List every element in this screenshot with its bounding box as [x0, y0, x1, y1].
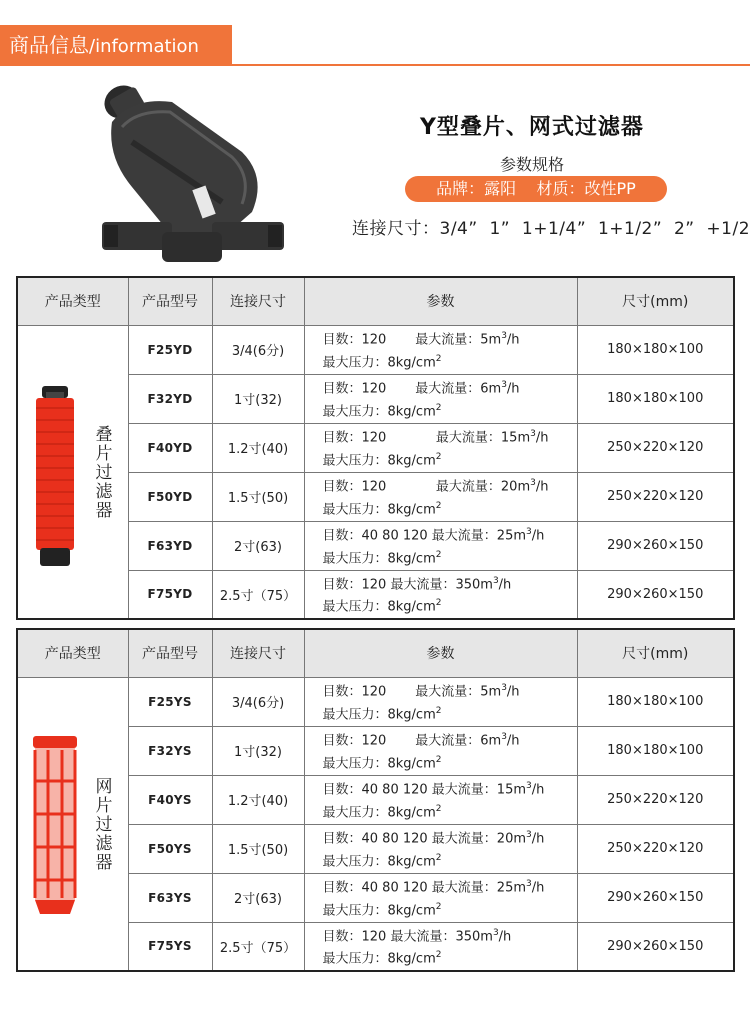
product-type-cell: [17, 677, 128, 971]
dimensions-cell: 290×260×150: [577, 521, 734, 570]
model-cell: F40YD: [128, 423, 212, 472]
col-header-dimensions: 尺寸(mm): [577, 277, 734, 325]
dimensions-cell: 180×180×100: [577, 325, 734, 374]
brand-material-badge: 品牌：露阳 材质：改性PP: [405, 176, 667, 202]
pressure-text: 最大压力：8kg/cm: [322, 706, 436, 722]
col-header-connection: 连接尺寸: [212, 629, 304, 677]
mesh-flow-text: 目数：120 最大流量：350m: [322, 577, 493, 593]
dimensions-cell: 290×260×150: [577, 570, 734, 619]
mesh-filter-table: [16, 628, 735, 972]
dimensions-cell: 250×220×120: [577, 824, 734, 873]
mesh-flow-text: 目数：120 最大流量：6m: [322, 733, 502, 749]
connection-cell: 1.2寸(40): [212, 775, 304, 824]
model-cell: F50YD: [128, 472, 212, 521]
model-cell: F25YD: [128, 325, 212, 374]
connection-cell: 2.5寸（75）: [212, 570, 304, 619]
model-cell: F63YD: [128, 521, 212, 570]
pressure-text: 最大压力：8kg/cm: [322, 550, 436, 566]
y-filter-product-image: [92, 82, 292, 272]
dimensions-cell: 180×180×100: [577, 677, 734, 726]
product-title: Y型叠片、网式过滤器: [420, 115, 644, 140]
dimensions-cell: 250×220×120: [577, 472, 734, 521]
mesh-flow-text: 目数：40 80 120 最大流量：25m: [322, 528, 526, 544]
type-char: 叠: [95, 424, 113, 445]
section-tab-en: /information: [89, 36, 199, 57]
mesh-flow-text: 目数：40 80 120 最大流量：15m: [322, 782, 526, 798]
model-cell: F50YS: [128, 824, 212, 873]
params-cell: 目数：120 最大流量：$6m^3/h$ 最大压力：$8kg/cm^2$: [304, 726, 577, 775]
col-header-connection: 连接尺寸: [212, 277, 304, 325]
model-cell: F25YS: [128, 677, 212, 726]
type-char: 片: [95, 795, 113, 816]
pressure-text: 最大压力：8kg/cm: [322, 452, 436, 468]
connection-sizes: 连接尺寸：3/4” 1” 1+1/4” 1+1/2” 2” +1/2: [352, 219, 750, 239]
col-header-params: 参数: [304, 629, 577, 677]
pressure-text: 最大压力：8kg/cm: [322, 501, 436, 517]
model-cell: F32YD: [128, 374, 212, 423]
product-type-label: [94, 426, 114, 521]
mesh-flow-text: 目数：40 80 120 最大流量：20m: [322, 831, 526, 847]
type-char: 过: [95, 462, 113, 483]
section-tab-cn: 商品信息: [9, 33, 89, 57]
connection-cell: 1寸(32): [212, 726, 304, 775]
connection-cell: 3/4(6分): [212, 677, 304, 726]
type-char: 网: [95, 776, 113, 797]
col-header-model: 产品型号: [128, 277, 212, 325]
params-cell: 目数：120 最大流量：$5m^3/h$ 最大压力：$8kg/cm^2$: [304, 677, 577, 726]
pressure-text: 最大压力：8kg/cm: [322, 599, 436, 615]
type-char: 片: [95, 443, 113, 464]
pressure-text: 最大压力：8kg/cm: [322, 853, 436, 869]
type-char: 器: [95, 852, 113, 873]
dimensions-cell: 180×180×100: [577, 726, 734, 775]
product-type-cell: [17, 325, 128, 619]
mesh-filter-image: [30, 736, 80, 914]
mesh-flow-text: 目数：120 最大流量：350m: [322, 929, 493, 945]
connection-cell: 2寸(63): [212, 873, 304, 922]
table-header-row: [17, 629, 734, 677]
model-cell: F63YS: [128, 873, 212, 922]
params-cell: 目数：40 80 120 最大流量：$25m^3/h$ 最大压力：$8kg/cm^2$: [304, 873, 577, 922]
model-cell: F75YD: [128, 570, 212, 619]
model-cell: F75YS: [128, 922, 212, 971]
connection-cell: 1.5寸(50): [212, 824, 304, 873]
table-header-row: [17, 277, 734, 325]
dimensions-cell: 250×220×120: [577, 423, 734, 472]
mesh-flow-text: 目数：120 最大流量：20m: [322, 479, 531, 495]
dimensions-cell: 290×260×150: [577, 922, 734, 971]
mesh-flow-text: 目数：120 最大流量：5m: [322, 332, 502, 348]
product-type-label: [94, 778, 114, 873]
pressure-text: 最大压力：8kg/cm: [322, 403, 436, 419]
spec-label: 参数规格: [500, 155, 565, 174]
col-header-model: 产品型号: [128, 629, 212, 677]
dimensions-cell: 290×260×150: [577, 873, 734, 922]
connection-cell: 1.5寸(50): [212, 472, 304, 521]
pressure-text: 最大压力：8kg/cm: [322, 804, 436, 820]
col-header-type: 产品类型: [17, 277, 128, 325]
params-cell: 目数：120 最大流量：$20m^3/h$ 最大压力：$8kg/cm^2$: [304, 472, 577, 521]
pressure-text: 最大压力：8kg/cm: [322, 902, 436, 918]
table-row: [17, 677, 734, 726]
dimensions-cell: 180×180×100: [577, 374, 734, 423]
model-cell: F40YS: [128, 775, 212, 824]
params-cell: 目数：120 最大流量：$350m^3/h$ 最大压力：$8kg/cm^2$: [304, 922, 577, 971]
connection-cell: 1.2寸(40): [212, 423, 304, 472]
connection-cell: 2寸(63): [212, 521, 304, 570]
dimensions-cell: 250×220×120: [577, 775, 734, 824]
params-cell: 目数：120 最大流量：$15m^3/h$ 最大压力：$8kg/cm^2$: [304, 423, 577, 472]
mesh-flow-text: 目数：40 80 120 最大流量：25m: [322, 880, 526, 896]
params-cell: 目数：40 80 120 最大流量：$25m^3/h$ 最大压力：$8kg/cm^2$: [304, 521, 577, 570]
col-header-dimensions: 尺寸(mm): [577, 629, 734, 677]
col-header-params: 参数: [304, 277, 577, 325]
connection-cell: 1寸(32): [212, 374, 304, 423]
pressure-text: 最大压力：8kg/cm: [322, 354, 436, 370]
type-char: 滤: [95, 481, 113, 502]
col-header-type: 产品类型: [17, 629, 128, 677]
type-char: 器: [95, 500, 113, 521]
pressure-text: 最大压力：8kg/cm: [322, 755, 436, 771]
params-cell: 目数：120 最大流量：$350m^3/h$ 最大压力：$8kg/cm^2$: [304, 570, 577, 619]
pressure-text: 最大压力：8kg/cm: [322, 951, 436, 967]
connection-cell: 2.5寸（75）: [212, 922, 304, 971]
mesh-flow-text: 目数：120 最大流量：5m: [322, 684, 502, 700]
disc-filter-table: [16, 276, 735, 620]
type-char: 滤: [95, 833, 113, 854]
mesh-flow-text: 目数：120 最大流量：6m: [322, 381, 502, 397]
params-cell: 目数：120 最大流量：$6m^3/h$ 最大压力：$8kg/cm^2$: [304, 374, 577, 423]
section-tab: [0, 25, 232, 66]
table-row: [17, 325, 734, 374]
params-cell: 目数：120 最大流量：$5m^3/h$ 最大压力：$8kg/cm^2$: [304, 325, 577, 374]
mesh-flow-text: 目数：120 最大流量：15m: [322, 430, 531, 446]
disc-filter-image: [32, 386, 78, 566]
type-char: 过: [95, 814, 113, 835]
model-cell: F32YS: [128, 726, 212, 775]
params-cell: 目数：40 80 120 最大流量：$20m^3/h$ 最大压力：$8kg/cm^2$: [304, 824, 577, 873]
params-cell: 目数：40 80 120 最大流量：$15m^3/h$ 最大压力：$8kg/cm^2$: [304, 775, 577, 824]
connection-cell: 3/4(6分): [212, 325, 304, 374]
